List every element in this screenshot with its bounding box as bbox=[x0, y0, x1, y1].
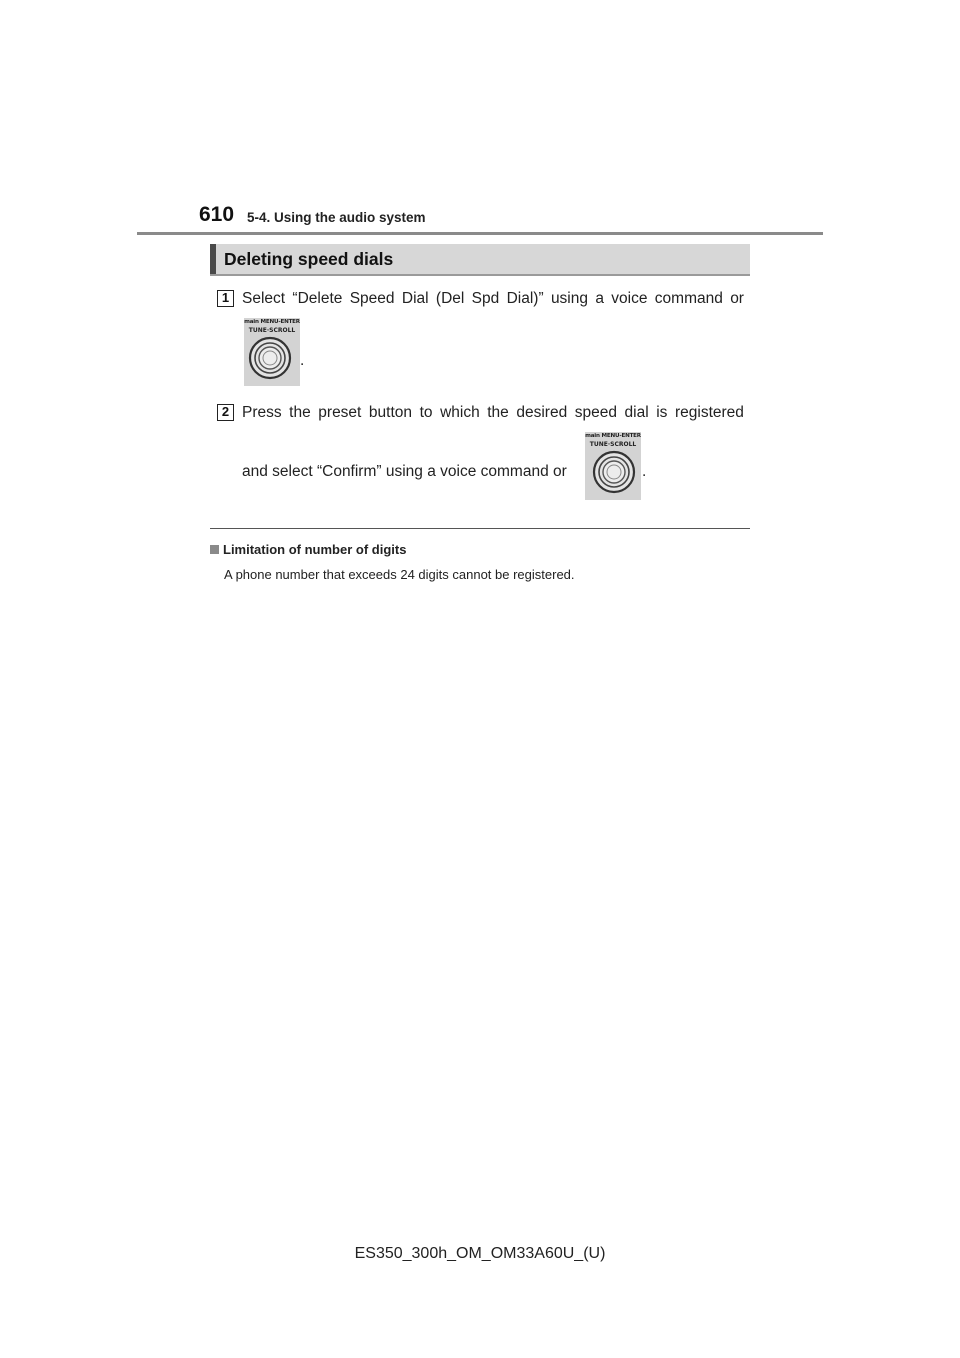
document-code-footer: ES350_300h_OM_OM33A60U_(U) bbox=[354, 1245, 606, 1262]
page-number: 610 bbox=[199, 203, 235, 226]
section-heading-accent bbox=[210, 244, 216, 274]
page-header bbox=[0, 0, 960, 240]
section-heading-bar bbox=[210, 244, 750, 276]
step-word: Dial)” bbox=[506, 290, 544, 307]
step-word: button bbox=[368, 404, 413, 421]
step-word: Press bbox=[242, 404, 282, 421]
step-word: or bbox=[730, 290, 744, 307]
step-word: registered bbox=[674, 404, 744, 421]
control-knob-icon bbox=[244, 318, 300, 386]
knob-top-label: main MENU-ENTER bbox=[244, 319, 300, 325]
step-word: preset bbox=[318, 404, 362, 421]
step-word: Spd bbox=[471, 290, 500, 307]
step-number-badge: 2 bbox=[217, 404, 234, 421]
step-word: dial bbox=[624, 404, 649, 421]
section-breadcrumb: 5-4. Using the audio system bbox=[247, 210, 426, 225]
step-word: which bbox=[440, 404, 480, 421]
step-word: Dial bbox=[401, 290, 429, 307]
step-word: a bbox=[595, 290, 604, 307]
note-heading bbox=[210, 542, 406, 557]
step-word: the bbox=[487, 404, 509, 421]
knob-dial-graphic bbox=[585, 446, 641, 500]
knob-bottom-label: TUNE·SCROLL bbox=[248, 327, 296, 334]
step-word: command bbox=[654, 290, 723, 307]
step-word: Speed bbox=[349, 290, 395, 307]
step-2-text-continued: and select “Confirm” using a voice command or bbox=[242, 463, 567, 480]
step-word: “Delete bbox=[292, 290, 343, 307]
knob-top-label: main MENU-ENTER bbox=[585, 433, 641, 439]
step-word: the bbox=[289, 404, 311, 421]
control-knob-icon bbox=[585, 432, 641, 500]
header-divider bbox=[137, 232, 823, 235]
step-word: is bbox=[656, 404, 668, 421]
step-word: voice bbox=[611, 290, 648, 307]
step-1-period: . bbox=[300, 352, 305, 369]
step-word: speed bbox=[574, 404, 617, 421]
square-bullet-icon bbox=[210, 545, 219, 554]
note-body: A phone number that exceeds 24 digits cannot be registered. bbox=[224, 567, 575, 582]
knob-bottom-label: TUNE·SCROLL bbox=[589, 441, 637, 448]
note-heading-text: Limitation of number of digits bbox=[223, 542, 407, 557]
step-word: (Del bbox=[435, 290, 465, 307]
section-title: Deleting speed dials bbox=[224, 249, 394, 269]
step-word: Select bbox=[242, 290, 286, 307]
knob-dial-graphic bbox=[244, 332, 300, 386]
note-divider bbox=[210, 528, 750, 529]
step-word: to bbox=[419, 404, 433, 421]
step-1-text bbox=[242, 290, 744, 308]
step-word: using bbox=[550, 290, 588, 307]
step-number-badge: 1 bbox=[217, 290, 234, 307]
step-2-period: . bbox=[642, 463, 647, 480]
step-word: desired bbox=[516, 404, 568, 421]
step-2-text bbox=[242, 404, 744, 422]
